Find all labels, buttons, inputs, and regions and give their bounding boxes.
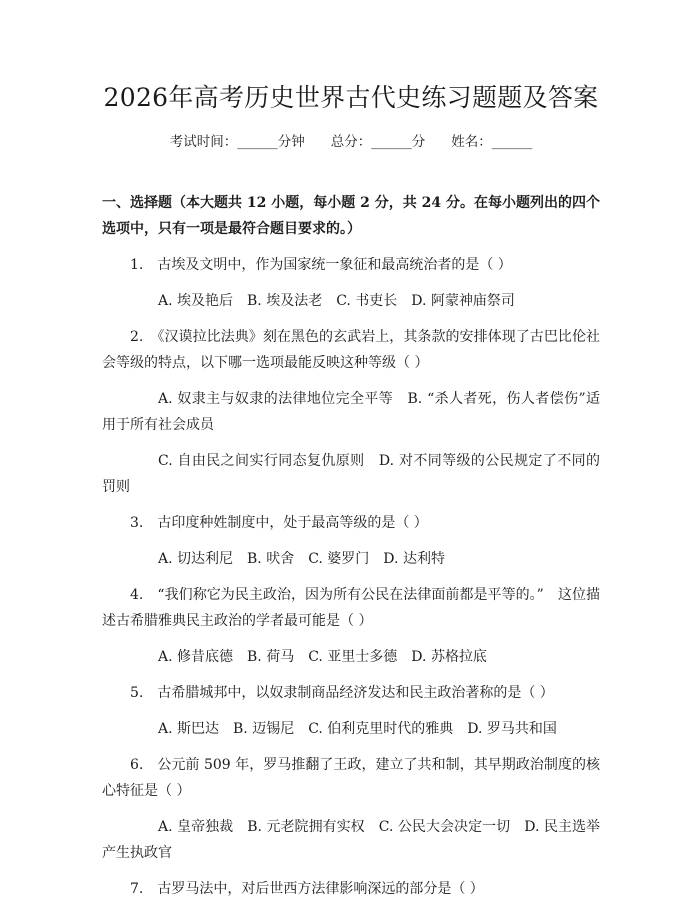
question-2-options-c-d: C. 自由民之间实行同态复仇原则 D. 对不同等级的公民规定了不同的罚则 [102,453,600,495]
question-6-stem: 6. 公元前 509 年，罗马推翻了王政，建立了共和制，其早期政治制度的核心特征是（ ） [102,757,600,799]
question-4-stem: 4. “我们称它为民主政治，因为所有公民在法律面前都是平等的。” 这位描述古希腊雅典民主政治的学者最可能是（ ） [102,587,600,629]
exam-name-field: 姓名：______ [451,134,533,150]
exam-total-score: 总分：______分 [330,134,426,150]
question-7-stem: 7. 古罗马法中，对后世西方法律影响深远的部分是（ ） [130,881,484,897]
question-1-options: A. 埃及艳后 B. 埃及法老 C. 书吏长 D. 阿蒙神庙祭司 [158,293,515,309]
exam-meta [102,132,600,152]
question-3-stem: 3. 古印度种姓制度中，处于最高等级的是（ ） [130,515,428,531]
question-2-stem: 2. 《汉谟拉比法典》刻在黑色的玄武岩上，其条款的安排体现了古巴比伦社会等级的特点，以下哪一选项最能反映这种等级（ ） [102,329,600,371]
question-4-options: A. 修昔底德 B. 荷马 C. 亚里士多德 D. 苏格拉底 [158,649,487,665]
section-heading: 一、选择题（本大题共 12 小题，每小题 2 分，共 24 分。在每小题列出的四个选项中，只有一项是最符合题目要求的。） [102,195,600,237]
page-title: 2026年高考历史世界古代史练习题题及答案 [103,83,599,112]
question-5-stem: 5. 古希腊城邦中，以奴隶制商品经济发达和民主政治著称的是（ ） [130,685,554,701]
question-2-options-a-b: A. 奴隶主与奴隶的法律地位完全平等 B. “杀人者死，伤人者偿伤”适用于所有社会成员 [102,391,600,433]
question-5-options: A. 斯巴达 B. 迈锡尼 C. 伯利克里时代的雅典 D. 罗马共和国 [158,721,557,737]
question-3-options: A. 切达利尼 B. 吠舍 C. 婆罗门 D. 达利特 [158,551,445,567]
exam-time: 考试时间：______分钟 [169,134,305,150]
question-1-stem: 1. 古埃及文明中，作为国家统一象征和最高统治者的是（ ） [130,257,512,273]
question-6-options: A. 皇帝独裁 B. 元老院拥有实权 C. 公民大会决定一切 D. 民主选举产生执政官 [102,819,600,861]
